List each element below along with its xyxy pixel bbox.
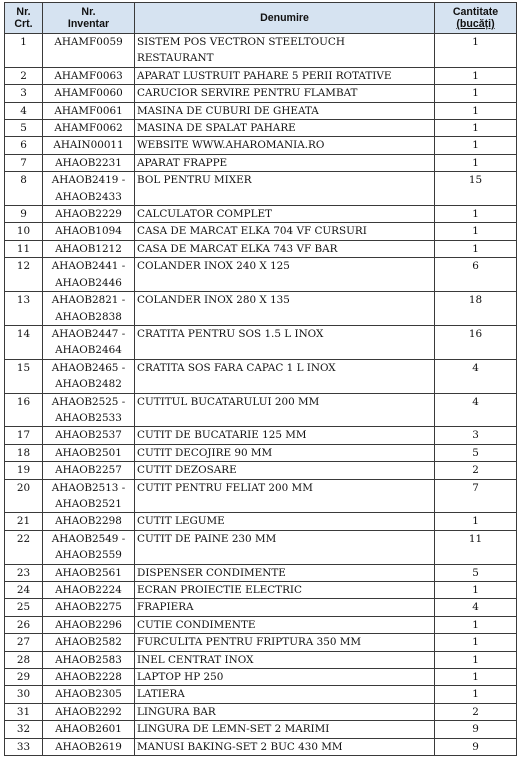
- item-name-line: LATIERA: [137, 688, 185, 701]
- inventory-code-line: AHAOB2601: [55, 723, 122, 736]
- table-row: [5, 223, 517, 240]
- row-denumire: [135, 172, 435, 206]
- row-nr-inventar: [43, 120, 135, 137]
- row-nr-inventar: [43, 359, 135, 393]
- row-nr-crt: 10: [5, 223, 43, 240]
- row-cantitate: 1: [435, 651, 517, 668]
- inventory-code-line: AHAOB2224: [55, 584, 122, 596]
- row-cantitate: 9: [435, 738, 517, 755]
- row-cantitate: 1: [435, 634, 517, 651]
- item-name-line: CARUCIOR SERVIRE PENTRU FLAMBAT: [137, 87, 358, 100]
- row-nr-inventar: [43, 651, 135, 668]
- row-nr-inventar: [43, 85, 135, 102]
- row-nr-crt: 26: [5, 616, 43, 633]
- inventory-code-line: AHAOB2525 -: [51, 395, 126, 408]
- table-row: [5, 258, 517, 292]
- item-name-line: CALCULATOR COMPLET: [137, 208, 272, 221]
- item-name-line: MASINA DE CUBURI DE GHEATA: [137, 104, 319, 117]
- row-cantitate: 6: [435, 258, 517, 292]
- table-row: [5, 582, 517, 599]
- row-nr-crt: 28: [5, 651, 43, 668]
- row-cantitate: 1: [435, 34, 517, 68]
- row-nr-inventar: [43, 258, 135, 292]
- table-row: [5, 634, 517, 651]
- row-denumire: [135, 85, 435, 102]
- inventory-code-line: AHAOB2521: [55, 497, 122, 510]
- item-name-line: BOL PENTRU MIXER: [137, 174, 252, 187]
- table-row: [5, 444, 517, 461]
- inventory-code-line: AHAOB2537: [55, 429, 122, 442]
- item-name-line: APARAT LUSTRUIT PAHARE 5 PERII ROTATIVE: [137, 69, 392, 82]
- row-nr-crt: 29: [5, 669, 43, 686]
- header-nr-crt-line1: Nr.: [16, 5, 31, 18]
- inventory-code-line: AHAOB2229: [55, 208, 122, 221]
- row-nr-crt: 25: [5, 599, 43, 616]
- table-row: [5, 564, 517, 581]
- row-cantitate: 1: [435, 513, 517, 530]
- item-name-line: CUTIT PENTRU FELIAT 200 MM: [137, 481, 313, 494]
- row-cantitate: 2: [435, 462, 517, 479]
- table-row: [5, 137, 517, 154]
- inventory-code-line: AHAOB2298: [55, 515, 122, 528]
- inventory-code-line: AHAOB2441 -: [51, 260, 126, 273]
- inventory-code-line: AHAOB2275: [55, 601, 122, 614]
- header-nr-crt: [5, 3, 43, 34]
- item-name-line: SISTEM POS VECTRON STEELTOUCH: [137, 36, 345, 48]
- row-nr-crt: 12: [5, 258, 43, 292]
- table-row: [5, 530, 517, 564]
- row-denumire: [135, 120, 435, 137]
- row-nr-crt: 3: [5, 85, 43, 102]
- row-nr-inventar: [43, 530, 135, 564]
- row-denumire: [135, 393, 435, 427]
- item-name-line: WEBSITE WWW.AHAROMANIA.RO: [137, 139, 325, 152]
- item-name-line: LINGURA DE LEMN-SET 2 MARIMI: [137, 723, 330, 736]
- table-row: [5, 513, 517, 530]
- row-denumire: [135, 258, 435, 292]
- row-nr-inventar: [43, 479, 135, 513]
- row-cantitate: 1: [435, 102, 517, 119]
- table-row: [5, 67, 517, 84]
- inventory-code-line: AHAOB2464: [55, 344, 122, 357]
- table-row: [5, 599, 517, 616]
- row-nr-crt: 27: [5, 634, 43, 651]
- row-cantitate: 1: [435, 686, 517, 703]
- table-row: [5, 721, 517, 738]
- row-nr-crt: 30: [5, 686, 43, 703]
- table-row: [5, 154, 517, 171]
- row-nr-crt: 16: [5, 393, 43, 427]
- table-row: [5, 703, 517, 720]
- row-nr-inventar: [43, 616, 135, 633]
- row-nr-inventar: [43, 582, 135, 599]
- row-denumire: [135, 721, 435, 738]
- table-row: [5, 669, 517, 686]
- item-name-line: MANUSI BAKING-SET 2 BUC 430 MM: [137, 740, 343, 753]
- row-nr-inventar: [43, 67, 135, 84]
- row-denumire: [135, 206, 435, 223]
- item-name-line: LINGURA BAR: [137, 705, 216, 718]
- inventory-code-line: AHAOB2419 -: [51, 174, 126, 187]
- table-row: [5, 738, 517, 755]
- table-row: [5, 85, 517, 102]
- item-name-line: CUTIT DECOJIRE 90 MM: [137, 446, 273, 459]
- row-denumire: [135, 427, 435, 444]
- header-cantitate-line1: Cantitate: [452, 5, 499, 18]
- row-denumire: [135, 564, 435, 581]
- row-nr-inventar: [43, 462, 135, 479]
- item-name-line: CASA DE MARCAT ELKA 743 VF BAR: [137, 242, 338, 255]
- item-name-line: APARAT FRAPPE: [137, 156, 228, 169]
- row-cantitate: 7: [435, 479, 517, 513]
- row-nr-inventar: [43, 513, 135, 530]
- table-row: [5, 292, 517, 326]
- inventory-code-line: AHAOB2257: [55, 464, 122, 477]
- table-row: [5, 427, 517, 444]
- row-nr-inventar: [43, 599, 135, 616]
- row-cantitate: 1: [435, 206, 517, 223]
- inventory-code-line: AHAOB2292: [55, 705, 122, 718]
- inventory-code-line: AHAOB2619: [55, 740, 122, 753]
- item-name-line: FURCULITA PENTRU FRIPTURA 350 MM: [137, 636, 362, 649]
- table-row: [5, 102, 517, 119]
- row-denumire: [135, 154, 435, 171]
- row-nr-crt: 22: [5, 530, 43, 564]
- header-denumire: [135, 3, 435, 34]
- table-row: [5, 616, 517, 633]
- row-denumire: [135, 137, 435, 154]
- row-nr-inventar: [43, 721, 135, 738]
- inventory-code-line: AHAOB2501: [55, 446, 122, 459]
- row-cantitate: 1: [435, 240, 517, 257]
- item-name-line: CUTIT DEZOSARE: [137, 464, 237, 477]
- table-header: [5, 3, 517, 34]
- row-nr-inventar: [43, 634, 135, 651]
- inventory-code-line: AHAOB2446: [55, 276, 122, 289]
- inventory-code-line: AHAOB2447 -: [51, 327, 126, 340]
- row-denumire: [135, 582, 435, 599]
- inventory-code-line: AHAOB2228: [55, 671, 122, 684]
- row-cantitate: 1: [435, 137, 517, 154]
- item-name-line: CUTIE CONDIMENTE: [137, 618, 256, 631]
- row-nr-crt: 4: [5, 102, 43, 119]
- row-cantitate: 18: [435, 292, 517, 326]
- row-denumire: [135, 651, 435, 668]
- inventory-code-line: AHAOB2296: [55, 618, 122, 631]
- row-nr-inventar: [43, 240, 135, 257]
- item-name-line: CUTIT DE BUCATARIE 125 MM: [137, 429, 307, 442]
- inventory-code-line: AHAOB1094: [55, 225, 122, 238]
- row-cantitate: 5: [435, 564, 517, 581]
- row-denumire: [135, 444, 435, 461]
- item-name-line: CUTIT DE PAINE 230 MM: [137, 532, 277, 545]
- row-cantitate: 1: [435, 154, 517, 171]
- row-nr-crt: 31: [5, 703, 43, 720]
- item-name-line: FRAPIERA: [137, 601, 194, 614]
- row-denumire: [135, 703, 435, 720]
- row-nr-inventar: [43, 393, 135, 427]
- item-name-line: CUTIT LEGUME: [137, 515, 225, 528]
- inventory-code-line: AHAOB1212: [55, 242, 122, 255]
- table-row: [5, 240, 517, 257]
- row-nr-crt: 2: [5, 67, 43, 84]
- item-name-line: INEL CENTRAT INOX: [137, 653, 254, 666]
- item-name-line: CUTITUL BUCATARULUI 200 MM: [137, 395, 320, 408]
- row-nr-crt: 11: [5, 240, 43, 257]
- inventory-code-line: AHAMF0063: [54, 69, 123, 82]
- row-nr-inventar: [43, 686, 135, 703]
- inventory-code-line: AHAMF0059: [54, 36, 123, 48]
- inventory-code-line: AHAIN00011: [53, 139, 124, 152]
- row-nr-crt: 24: [5, 582, 43, 599]
- inventory-code-line: AHAOB2533: [55, 411, 122, 424]
- inventory-code-line: AHAOB2482: [55, 378, 122, 391]
- row-cantitate: 1: [435, 120, 517, 137]
- row-nr-inventar: [43, 34, 135, 68]
- row-nr-inventar: [43, 292, 135, 326]
- row-denumire: [135, 513, 435, 530]
- inventory-code-line: AHAOB2559: [55, 549, 122, 562]
- row-nr-crt: 5: [5, 120, 43, 137]
- item-name-line: LAPTOP HP 250: [137, 671, 224, 684]
- row-cantitate: 1: [435, 223, 517, 240]
- row-denumire: [135, 223, 435, 240]
- row-cantitate: 1: [435, 616, 517, 633]
- item-name-line: DISPENSER CONDIMENTE: [137, 566, 286, 579]
- inventory-code-line: AHAOB2549 -: [51, 532, 126, 545]
- inventory-code-line: AHAOB2513 -: [51, 481, 126, 494]
- table-row: [5, 206, 517, 223]
- header-row: [5, 3, 517, 34]
- row-nr-crt: 1: [5, 34, 43, 68]
- row-nr-inventar: [43, 172, 135, 206]
- item-name-line: MASINA DE SPALAT PAHARE: [137, 122, 296, 135]
- row-nr-inventar: [43, 444, 135, 461]
- row-nr-crt: 7: [5, 154, 43, 171]
- inventory-code-line: AHAMF0061: [54, 104, 123, 117]
- row-nr-crt: 8: [5, 172, 43, 206]
- row-denumire: [135, 479, 435, 513]
- item-name-line: COLANDER INOX 280 X 135: [137, 294, 290, 307]
- row-cantitate: 1: [435, 582, 517, 599]
- row-cantitate: 11: [435, 530, 517, 564]
- row-cantitate: 9: [435, 721, 517, 738]
- inventory-code-line: AHAMF0062: [54, 122, 123, 135]
- item-name-line: ECRAN PROIECTIE ELECTRIC: [137, 584, 302, 596]
- row-denumire: [135, 530, 435, 564]
- row-denumire: [135, 240, 435, 257]
- table-row: [5, 120, 517, 137]
- row-denumire: [135, 669, 435, 686]
- row-cantitate: 15: [435, 172, 517, 206]
- inventory-code-line: AHAOB2582: [55, 636, 122, 649]
- row-nr-crt: 9: [5, 206, 43, 223]
- row-nr-inventar: [43, 223, 135, 240]
- inventory-code-line: AHAOB2838: [55, 310, 122, 323]
- table-row: [5, 359, 517, 393]
- table-body: [5, 34, 517, 756]
- item-name-line: CASA DE MARCAT ELKA 704 VF CURSURI: [137, 225, 367, 238]
- table-row: [5, 393, 517, 427]
- header-nr-inventar: [43, 3, 135, 34]
- row-denumire: [135, 102, 435, 119]
- inventory-code-line: AHAOB2821 -: [51, 294, 126, 307]
- row-nr-crt: 15: [5, 359, 43, 393]
- row-nr-crt: 6: [5, 137, 43, 154]
- row-denumire: [135, 738, 435, 755]
- row-nr-crt: 13: [5, 292, 43, 326]
- inventory-code-line: AHAOB2583: [55, 653, 122, 666]
- row-denumire: [135, 634, 435, 651]
- row-nr-crt: 32: [5, 721, 43, 738]
- row-nr-inventar: [43, 703, 135, 720]
- row-nr-inventar: [43, 325, 135, 359]
- row-nr-crt: 20: [5, 479, 43, 513]
- header-cantitate: [435, 3, 517, 34]
- row-denumire: [135, 325, 435, 359]
- row-denumire: [135, 616, 435, 633]
- row-nr-crt: 18: [5, 444, 43, 461]
- row-cantitate: 3: [435, 427, 517, 444]
- table-row: [5, 172, 517, 206]
- row-denumire: [135, 67, 435, 84]
- inventory-code-line: AHAOB2305: [55, 688, 122, 701]
- row-nr-inventar: [43, 137, 135, 154]
- row-nr-crt: 33: [5, 738, 43, 755]
- row-nr-inventar: [43, 564, 135, 581]
- inventory-table: [4, 2, 517, 756]
- item-name-line: CRATITA SOS FARA CAPAC 1 L INOX: [137, 361, 336, 374]
- row-nr-inventar: [43, 738, 135, 755]
- table-row: [5, 34, 517, 68]
- row-cantitate: 1: [435, 85, 517, 102]
- table-row: [5, 462, 517, 479]
- row-denumire: [135, 359, 435, 393]
- row-cantitate: 1: [435, 67, 517, 84]
- row-cantitate: 16: [435, 325, 517, 359]
- inventory-code-line: AHAOB2561: [55, 566, 122, 579]
- row-nr-inventar: [43, 102, 135, 119]
- row-nr-inventar: [43, 154, 135, 171]
- row-nr-crt: 17: [5, 427, 43, 444]
- header-nr-inventar-line1: Nr.: [81, 5, 96, 18]
- inventory-code-line: AHAMF0060: [54, 87, 123, 100]
- header-denumire-label: Denumire: [260, 11, 309, 24]
- header-nr-crt-line2: Crt.: [14, 18, 33, 30]
- header-cantitate-line2: (bucăți): [456, 18, 495, 30]
- table-row: [5, 651, 517, 668]
- item-name-line: RESTAURANT: [137, 52, 214, 65]
- row-denumire: [135, 292, 435, 326]
- row-nr-crt: 14: [5, 325, 43, 359]
- row-denumire: [135, 686, 435, 703]
- row-nr-crt: 19: [5, 462, 43, 479]
- row-cantitate: 5: [435, 444, 517, 461]
- inventory-code-line: AHAOB2465 -: [51, 361, 126, 374]
- table-row: [5, 479, 517, 513]
- row-nr-inventar: [43, 669, 135, 686]
- row-denumire: [135, 462, 435, 479]
- row-cantitate: 4: [435, 599, 517, 616]
- item-name-line: COLANDER INOX 240 X 125: [137, 260, 290, 273]
- row-nr-inventar: [43, 427, 135, 444]
- row-nr-crt: 21: [5, 513, 43, 530]
- row-cantitate: 4: [435, 393, 517, 427]
- inventory-code-line: AHAOB2231: [55, 156, 122, 169]
- row-nr-crt: 23: [5, 564, 43, 581]
- table-row: [5, 325, 517, 359]
- row-cantitate: 2: [435, 703, 517, 720]
- row-cantitate: 4: [435, 359, 517, 393]
- row-nr-inventar: [43, 206, 135, 223]
- row-denumire: [135, 34, 435, 68]
- item-name-line: CRATITA PENTRU SOS 1.5 L INOX: [137, 327, 324, 340]
- row-denumire: [135, 599, 435, 616]
- row-cantitate: 1: [435, 669, 517, 686]
- header-nr-inventar-line2: Inventar: [67, 18, 110, 30]
- inventory-code-line: AHAOB2433: [55, 190, 122, 203]
- table-row: [5, 686, 517, 703]
